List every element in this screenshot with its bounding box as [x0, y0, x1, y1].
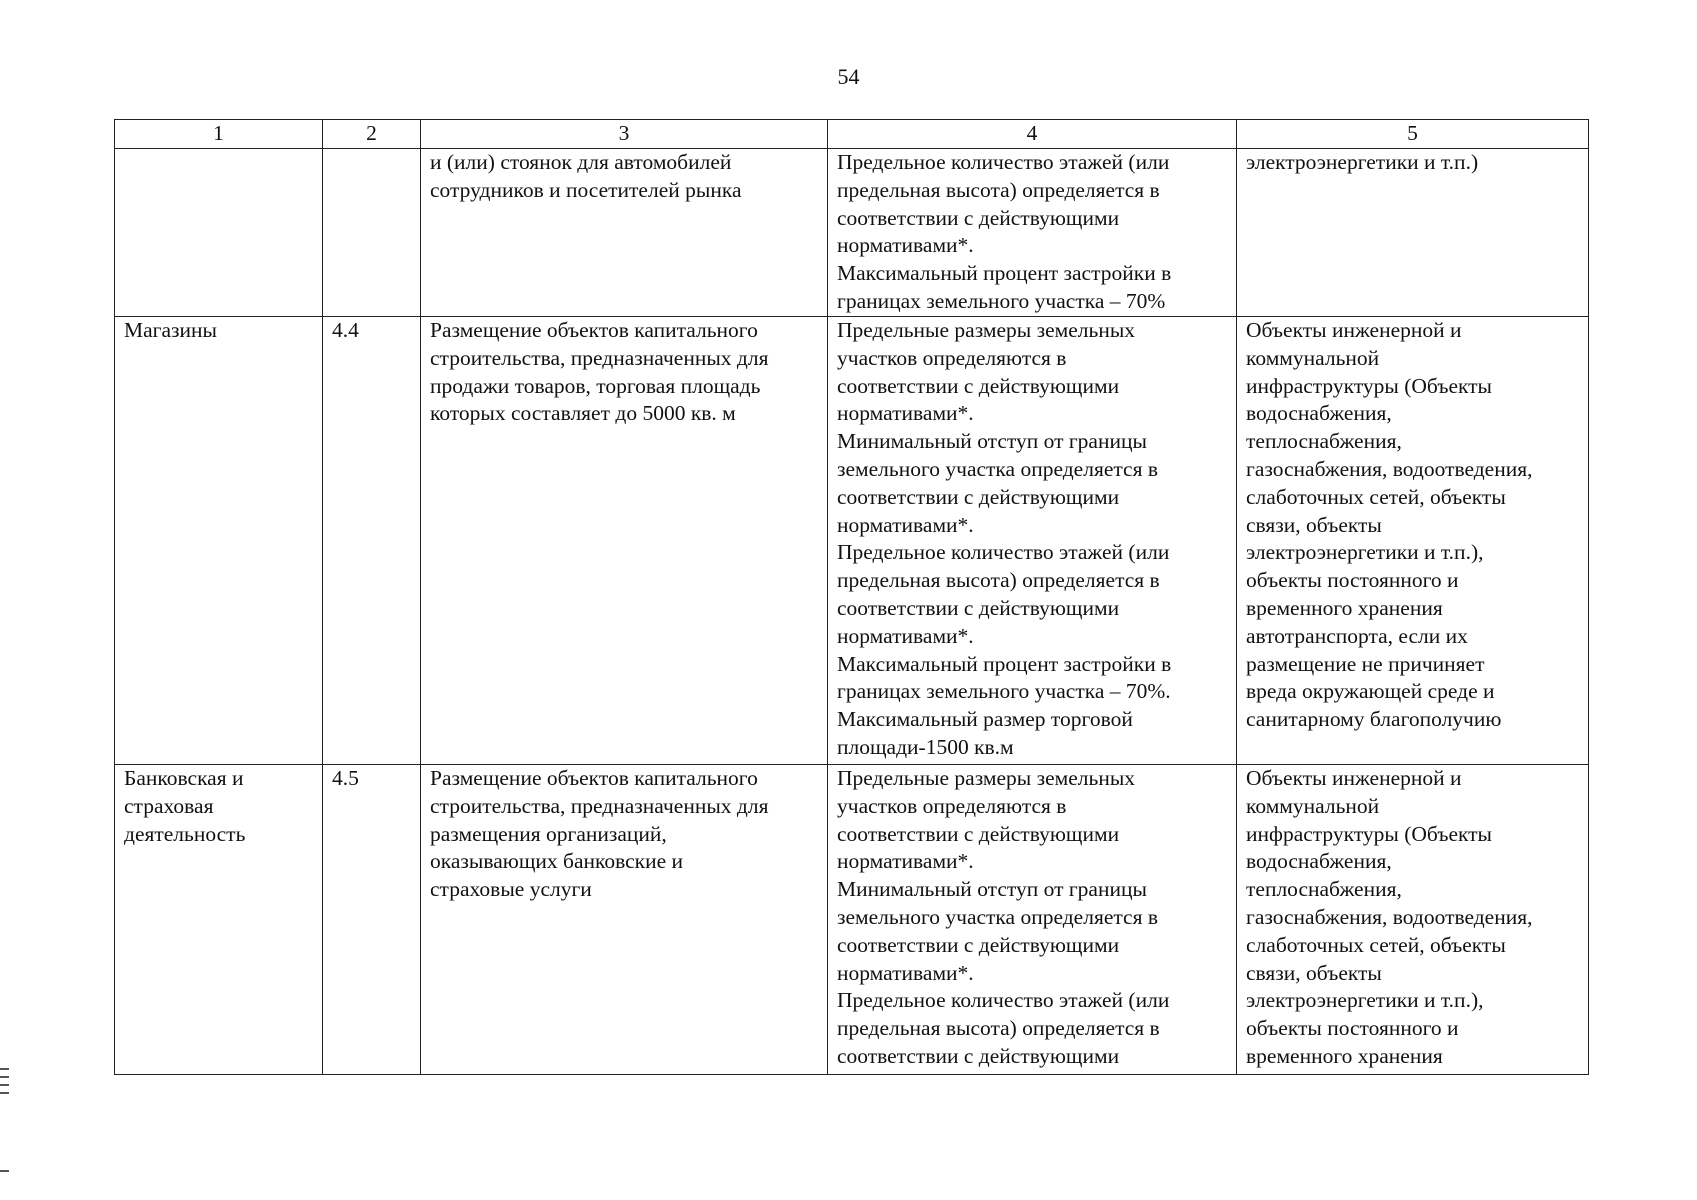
header-col-1: 1	[115, 120, 323, 149]
cell-line: газоснабжения, водоотведения,	[1246, 456, 1533, 481]
cell-line: электроэнергетики и т.п.),	[1246, 540, 1484, 565]
cell-line: объекты постоянного и	[1246, 568, 1459, 593]
cell-line: связи, объекты	[1246, 512, 1382, 537]
cell-line: соответствии с действующими	[837, 205, 1120, 230]
cell-line: Предельное количество этажей (или	[837, 988, 1170, 1013]
cell-line: границах земельного участка – 70%.	[837, 679, 1171, 704]
cell-line: оказывающих банковские и	[430, 849, 684, 874]
cell-line: Максимальный процент застройки в	[837, 651, 1172, 676]
use-description	[421, 765, 828, 1075]
cell-line: инфраструктуры (Объекты	[1246, 373, 1493, 398]
cell-line: нормативами*.	[837, 233, 974, 258]
use-type-name-line: деятельность	[124, 821, 246, 846]
cell-line: соответствии с действующими	[837, 373, 1120, 398]
cell-line: Максимальный процент застройки в	[837, 261, 1172, 286]
construction-parameters	[828, 149, 1237, 317]
land-use-table	[114, 119, 1589, 1075]
table-row	[115, 765, 1589, 1075]
cell-line: временного хранения	[1246, 1043, 1443, 1068]
cell-line: строительства, предназначенных для	[430, 345, 769, 370]
cell-line: которых составляет до 5000 кв. м	[430, 401, 736, 426]
cell-line: границах земельного участка – 70%	[837, 288, 1166, 313]
scan-edge-mark	[0, 1084, 9, 1086]
cell-line: строительства, предназначенных для	[430, 793, 769, 818]
page-number: 54	[837, 64, 860, 89]
cell-line: земельного участка определяется в	[837, 456, 1158, 481]
construction-parameters	[828, 765, 1237, 1075]
scan-edge-mark	[0, 1092, 9, 1094]
scan-edge-mark	[0, 1068, 9, 1070]
cell-line: сотрудников и посетителей рынка	[430, 177, 742, 202]
cell-line: Объекты инженерной и	[1246, 766, 1462, 790]
cell-line: Предельное количество этажей (или	[837, 540, 1170, 565]
cell-line: Размещение объектов капитального	[430, 766, 758, 790]
cell-line: объекты постоянного и	[1246, 1016, 1459, 1041]
cell-line: вреда окружающей среде и	[1246, 679, 1495, 704]
cell-line: слаботочных сетей, объекты	[1246, 484, 1506, 509]
cell-line: страховые услуги	[430, 877, 592, 902]
cell-line: газоснабжения, водоотведения,	[1246, 904, 1533, 929]
cell-line: соответствии с действующими	[837, 932, 1120, 957]
cell-line: нормативами*.	[837, 401, 974, 426]
header-row	[115, 120, 1589, 149]
use-type-code: 4.5	[323, 765, 421, 1075]
cell-line: предельная высота) определяется в	[837, 1016, 1160, 1041]
auxiliary-uses	[1237, 149, 1589, 317]
use-type-name	[115, 765, 323, 1075]
header-col-3: 3	[421, 120, 828, 149]
cell-line: Минимальный отступ от границы	[837, 877, 1147, 902]
use-type-code	[323, 149, 421, 317]
header-col-2: 2	[323, 120, 421, 149]
use-description	[421, 317, 828, 765]
cell-line: связи, объекты	[1246, 960, 1382, 985]
cell-line: автотранспорта, если их	[1246, 623, 1468, 648]
use-type-code: 4.4	[323, 317, 421, 765]
cell-line: Размещение объектов капитального	[430, 318, 758, 342]
cell-line: водоснабжения,	[1246, 849, 1392, 874]
cell-line: земельного участка определяется в	[837, 904, 1158, 929]
cell-line: Максимальный размер торговой	[837, 707, 1133, 732]
cell-line: теплоснабжения,	[1246, 429, 1402, 454]
cell-line: соответствии с действующими	[837, 595, 1120, 620]
cell-line: соответствии с действующими	[837, 484, 1120, 509]
auxiliary-uses	[1237, 317, 1589, 765]
cell-line: водоснабжения,	[1246, 401, 1392, 426]
cell-line: санитарному благополучию	[1246, 707, 1502, 732]
cell-line: площади-1500 кв.м	[837, 734, 1014, 759]
cell-line: Минимальный отступ от границы	[837, 429, 1147, 454]
table-header	[115, 120, 1589, 149]
cell-line: Предельное количество этажей (или	[837, 150, 1170, 174]
cell-line: Объекты инженерной и	[1246, 318, 1462, 342]
cell-line: и (или) стоянок для автомобилей	[430, 150, 732, 174]
cell-line: Предельные размеры земельных	[837, 766, 1136, 790]
cell-line: электроэнергетики и т.п.),	[1246, 988, 1484, 1013]
cell-line: продажи товаров, торговая площадь	[430, 373, 761, 398]
cell-line: соответствии с действующими	[837, 1043, 1120, 1068]
cell-line: нормативами*.	[837, 623, 974, 648]
use-type-name-line: страховая	[124, 793, 214, 818]
cell-line: соответствии с действующими	[837, 821, 1120, 846]
use-type-name: Магазины	[115, 317, 323, 765]
cell-line: участков определяются в	[837, 793, 1067, 818]
header-col-5: 5	[1237, 120, 1589, 149]
use-description	[421, 149, 828, 317]
cell-line: нормативами*.	[837, 960, 974, 985]
cell-line: предельная высота) определяется в	[837, 177, 1160, 202]
header-col-4: 4	[828, 120, 1237, 149]
scan-edge-mark	[0, 1170, 9, 1172]
cell-line: Предельные размеры земельных	[837, 318, 1136, 342]
use-type-name-line: Банковская и	[124, 766, 244, 790]
cell-line: нормативами*.	[837, 849, 974, 874]
table-body	[115, 149, 1589, 1075]
cell-line: участков определяются в	[837, 345, 1067, 370]
cell-line: теплоснабжения,	[1246, 877, 1402, 902]
cell-line: предельная высота) определяется в	[837, 568, 1160, 593]
cell-line: слаботочных сетей, объекты	[1246, 932, 1506, 957]
table-row	[115, 149, 1589, 317]
scan-edge-mark	[0, 1076, 9, 1078]
cell-line: размещения организаций,	[430, 821, 667, 846]
cell-line: инфраструктуры (Объекты	[1246, 821, 1493, 846]
cell-line: временного хранения	[1246, 595, 1443, 620]
cell-line: размещение не причиняет	[1246, 651, 1485, 676]
cell-line: электроэнергетики и т.п.)	[1246, 150, 1479, 174]
construction-parameters	[828, 317, 1237, 765]
auxiliary-uses	[1237, 765, 1589, 1075]
cell-line: коммунальной	[1246, 793, 1380, 818]
cell-line: коммунальной	[1246, 345, 1380, 370]
use-type-name	[115, 149, 323, 317]
cell-line: нормативами*.	[837, 512, 974, 537]
table-row	[115, 317, 1589, 765]
